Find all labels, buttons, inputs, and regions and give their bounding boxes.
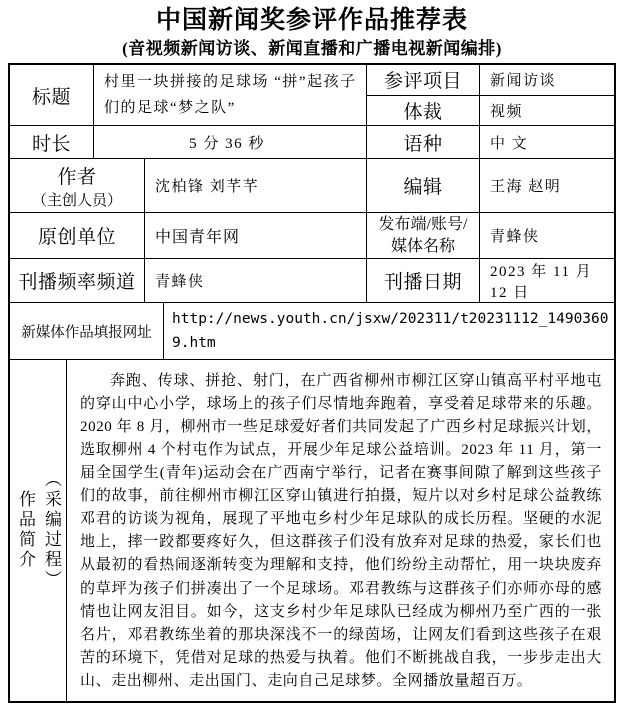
platform-label-line1: 发布端/账号/ (378, 215, 468, 233)
editor-value: 王海 赵明 (490, 179, 562, 196)
row-duration (10, 126, 614, 159)
row-original-org (10, 213, 614, 259)
title-row-right-stack (367, 65, 614, 125)
entry-category-value: 新闻访谈 (490, 73, 557, 90)
intro-label-right-column: （采编过程） (42, 470, 61, 591)
subrow-genre (367, 96, 614, 126)
intro-label-vertical-text (12, 470, 64, 590)
title-value: 村里一块拼接的足球场 “拼”起孩子们的足球“梦之队” (94, 65, 367, 125)
duration-value: 5 分 36 秒 (94, 126, 367, 158)
author-label (10, 159, 145, 212)
language-value: 中 文 (490, 135, 529, 152)
intro-label-left-column: 作品简介 (16, 490, 35, 571)
channel-value: 青蜂侠 (145, 259, 367, 303)
editor-label: 编辑 (367, 159, 480, 212)
row-channel (10, 259, 614, 304)
platform-label-line2: 媒体名称 (390, 237, 455, 255)
url-label-text: 新媒体作品填报网址 (21, 324, 152, 341)
channel-label: 刊播频率频道 (10, 259, 145, 303)
intro-label (10, 360, 67, 701)
row-title (10, 65, 614, 126)
author-value: 沈柏锋 刘芊芊 (145, 159, 367, 212)
intro-body-paragraph: 奔跑、传球、拼抢、射门，在广西省柳州市柳江区穿山镇高平村平地屯的穿山中心小学，球场上的孩子们尽情地奔跑着，享受着足球带来的乐趣。2020 年 8 月，柳州市一些足球爱好者们共同发起了广西乡村足球振兴计划，选取柳州 4 个村屯作为试点，开展少年足球公益培训。2023 年 11 月，第一届全国学生(青年)运动会在广西南宁举行，记者在赛事间隙了解到这些孩子们的故事，前往柳州市柳江区穿山镇进行拍摄，短片以对乡村足球公益教练邓君的访谈为视角，展现了平地屯乡村少年足球队的成长历程。坚硬的水泥地上，摔一跤都要疼好久，但这群孩子们没有放弃对足球的热爱，家长们也从最初的看热闹逐渐转变为理解和支持，他们纷纷主动帮忙，用一块块废弃的草坪为孩子们拼凑出了一个足球场。邓君教练与这群孩子们亦师亦母的感情也让网友泪目。如今，这支乡村少年足球队已经成为柳州乃至广西的一张名片，邓君教练坐着的那块深浅不一的绿茵场，让网友们看到这些孩子在艰苦的环境下，凭借对足球的热爱与执着。他们不断挑战自我，一步步走出大山、走出柳州、走出国门、走向自己足球梦。全网播放量超百万。 (80, 372, 602, 689)
url-label (10, 303, 164, 358)
entry-category-label: 参评项目 (367, 65, 480, 95)
intro-body (67, 360, 614, 701)
document-subtitle: (音视频新闻访谈、新闻直播和广播电视新闻编排) (122, 39, 502, 58)
genre-value: 视频 (490, 103, 524, 120)
row-author (10, 159, 614, 213)
author-label-line2: （主创人员） (31, 192, 122, 209)
recommendation-form-table (8, 63, 616, 703)
document-title: 中国新闻奖参评作品推荐表 (155, 6, 468, 34)
platform-label (367, 213, 480, 258)
duration-label: 时长 (10, 126, 94, 158)
subrow-entry-category (367, 65, 614, 96)
row-intro (10, 360, 614, 701)
title-label: 标题 (10, 65, 94, 125)
url-value: http://news.youth.cn/jsxw/202311/t20231112_14903609.htm (172, 311, 609, 352)
platform-value: 青蜂侠 (490, 229, 540, 246)
author-label-line1: 作者 (57, 166, 97, 188)
row-url (10, 303, 614, 359)
original-org-value: 中国青年网 (145, 213, 367, 258)
publish-date-value: 2023 年 11 月 12 日 (490, 263, 593, 301)
publish-date-label: 刊播日期 (367, 259, 480, 303)
language-label: 语种 (367, 126, 480, 158)
genre-label: 体裁 (367, 96, 480, 126)
original-org-label: 原创单位 (10, 213, 145, 258)
